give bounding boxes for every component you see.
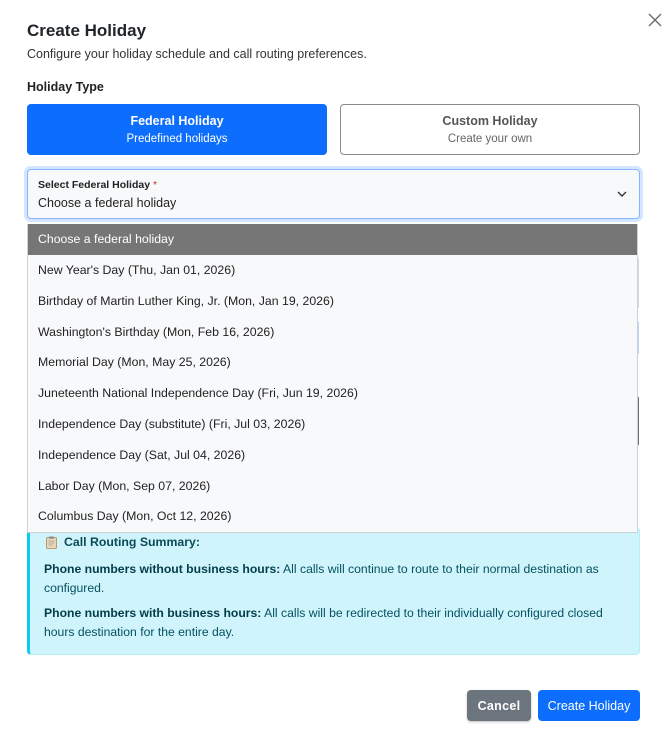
dropdown-option[interactable]: Columbus Day (Mon, Oct 12, 2026) [38, 509, 232, 524]
close-button[interactable] [645, 10, 665, 30]
dropdown-option[interactable]: Independence Day (Sat, Jul 04, 2026) [38, 447, 246, 462]
select-label-text: Select Federal Holiday [38, 179, 151, 191]
modal-title: Create Holiday [27, 21, 147, 40]
clipboard-icon [46, 536, 57, 549]
summary-item-text: All calls will continue to route to their normal destination as configured. [44, 562, 599, 595]
federal-holiday-dropdown-list[interactable] [27, 224, 638, 533]
summary-heading [46, 535, 200, 549]
cancel-button[interactable]: Cancel [467, 690, 531, 721]
federal-holiday-select[interactable] [27, 169, 640, 219]
dropdown-option[interactable]: Memorial Day (Mon, May 25, 2026) [38, 355, 231, 370]
chevron-down-icon [616, 189, 628, 199]
create-holiday-button[interactable]: Create Holiday [538, 690, 640, 721]
call-routing-summary [27, 527, 640, 655]
federal-holiday-title: Federal Holiday [130, 114, 224, 128]
dropdown-option[interactable]: Labor Day (Mon, Sep 07, 2026) [38, 478, 211, 493]
custom-holiday-option[interactable] [340, 104, 640, 155]
dropdown-option-placeholder[interactable]: Choose a federal holiday [28, 224, 637, 255]
federal-holiday-option[interactable] [27, 104, 327, 155]
summary-item-with-business-hours [44, 604, 624, 642]
dropdown-option[interactable]: Juneteenth National Independence Day (Fri, Jun 19, 2026) [38, 386, 358, 401]
federal-holiday-subtitle: Predefined holidays [126, 133, 228, 145]
summary-item-label: Phone numbers without business hours: [44, 562, 281, 576]
select-label [38, 179, 157, 191]
summary-item-text: All calls will be redirected to their individually configured closed hours destination for the entire day. [44, 606, 603, 639]
dropdown-option[interactable]: Birthday of Martin Luther King, Jr. (Mon, Jan 19, 2026) [38, 293, 334, 308]
close-icon [645, 10, 665, 30]
dropdown-option[interactable]: New Year's Day (Thu, Jan 01, 2026) [38, 263, 236, 277]
summary-heading-text: Call Routing Summary: [64, 535, 200, 549]
select-value: Choose a federal holiday [38, 196, 177, 210]
dropdown-option[interactable]: Washington's Birthday (Mon, Feb 16, 2026) [38, 324, 275, 339]
summary-item-label: Phone numbers with business hours: [44, 606, 262, 620]
dropdown-option[interactable]: Independence Day (substitute) (Fri, Jul 03, 2026) [38, 416, 306, 431]
custom-holiday-subtitle: Create your own [447, 133, 533, 145]
modal-subtitle: Configure your holiday schedule and call routing preferences. [27, 47, 367, 61]
custom-holiday-title: Custom Holiday [442, 114, 538, 128]
required-marker: * [152, 179, 158, 191]
holiday-type-label: Holiday Type [27, 80, 104, 94]
summary-item-no-business-hours [44, 560, 624, 598]
